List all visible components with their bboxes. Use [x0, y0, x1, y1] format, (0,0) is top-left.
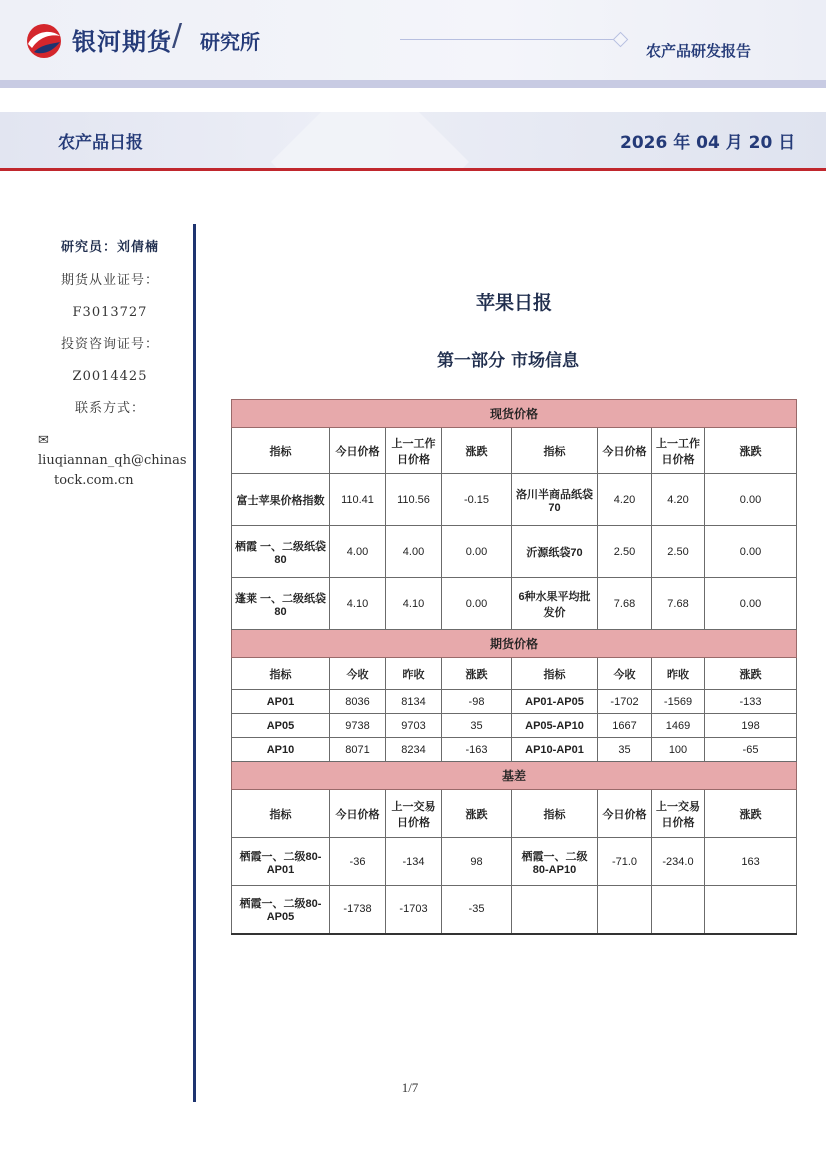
contact-email[interactable] — [30, 431, 190, 491]
table-header-cell: 今日价格 — [330, 428, 386, 474]
galaxy-logo-icon — [24, 22, 64, 60]
consult-label: 投资咨询证号： — [60, 337, 159, 352]
table-cell: 8234 — [386, 738, 442, 762]
basis-section-title: 基差 — [232, 762, 797, 790]
table-cell: 2.50 — [652, 526, 705, 578]
table-header-cell: 今收 — [330, 658, 386, 690]
table-cell: AP01 — [232, 690, 330, 714]
table-cell: 0.00 — [442, 526, 512, 578]
sidebar-divider — [193, 224, 196, 1102]
table-cell: 沂源纸袋70 — [512, 526, 598, 578]
table-cell: 98 — [442, 838, 512, 886]
institute-name: 研究所 — [200, 30, 260, 54]
table-header-cell: 指标 — [512, 658, 598, 690]
consult-number: Z0014425 — [72, 369, 148, 384]
table-cell: 35 — [598, 738, 652, 762]
table-header-cell: 上一工作日价格 — [386, 428, 442, 474]
table-cell: -1703 — [386, 886, 442, 934]
table-cell: 洛川半商品纸袋70 — [512, 474, 598, 526]
table-cell: 4.10 — [386, 578, 442, 630]
spot-column-headers — [232, 428, 797, 474]
license-label: 期货从业证号： — [60, 273, 159, 288]
table-cell: 6种水果平均批发价 — [512, 578, 598, 630]
table-cell: 0.00 — [705, 526, 797, 578]
table-cell: AP01-AP05 — [512, 690, 598, 714]
table-header-cell: 指标 — [512, 428, 598, 474]
table-header-cell: 指标 — [232, 428, 330, 474]
table-header-cell: 上一交易日价格 — [652, 790, 705, 838]
table-cell: AP05-AP10 — [512, 714, 598, 738]
report-date: 2026 年 04 月 20 日 — [620, 133, 796, 153]
title-band-underline — [0, 168, 826, 171]
table-header-cell: 指标 — [232, 658, 330, 690]
email-part-2: tock.com.cn — [54, 473, 134, 488]
table-cell: -65 — [705, 738, 797, 762]
table-cell: 9703 — [386, 714, 442, 738]
table-header-cell: 今日价格 — [598, 790, 652, 838]
table-row — [232, 690, 797, 714]
table-cell: 4.00 — [330, 526, 386, 578]
table-row — [232, 578, 797, 630]
table-cell: 7.68 — [652, 578, 705, 630]
table-cell: 110.41 — [330, 474, 386, 526]
table-cell: 4.20 — [598, 474, 652, 526]
table-cell — [652, 886, 705, 934]
spot-section-header — [232, 400, 797, 428]
table-row — [232, 738, 797, 762]
table-cell: 富士苹果价格指数 — [232, 474, 330, 526]
table-row — [232, 714, 797, 738]
table-cell: -134 — [386, 838, 442, 886]
researcher-name: 研究员：刘倩楠 — [60, 240, 159, 255]
table-cell: 8134 — [386, 690, 442, 714]
table-header-cell: 涨跌 — [705, 790, 797, 838]
mail-icon: ✉ — [38, 433, 49, 448]
brand-divider: / — [172, 18, 183, 53]
table-cell: AP05 — [232, 714, 330, 738]
table-cell: 栖霞一、二级80-AP01 — [232, 838, 330, 886]
table-cell: 蓬莱 一、二级纸袋 80 — [232, 578, 330, 630]
market-info-table — [231, 399, 797, 935]
document-title: 苹果日报 — [475, 292, 552, 314]
table-cell: 198 — [705, 714, 797, 738]
table-cell: 8071 — [330, 738, 386, 762]
table-header-cell: 昨收 — [386, 658, 442, 690]
table-cell: 8036 — [330, 690, 386, 714]
table-cell: 9738 — [330, 714, 386, 738]
table-cell: 栖霞一、二级80-AP10 — [512, 838, 598, 886]
table-cell: 110.56 — [386, 474, 442, 526]
header-deco-line — [400, 39, 622, 40]
basis-column-headers — [232, 790, 797, 838]
futures-section-header — [232, 630, 797, 658]
table-cell: -98 — [442, 690, 512, 714]
header-stripe — [0, 80, 826, 88]
table-cell: -133 — [705, 690, 797, 714]
table-cell: 2.50 — [598, 526, 652, 578]
license-number: F3013727 — [72, 305, 148, 320]
table-cell: -0.15 — [442, 474, 512, 526]
table-cell: -36 — [330, 838, 386, 886]
table-cell: 4.00 — [386, 526, 442, 578]
table-header-cell: 今日价格 — [598, 428, 652, 474]
table-cell: 100 — [652, 738, 705, 762]
table-cell: -1702 — [598, 690, 652, 714]
futures-column-headers — [232, 658, 797, 690]
table-header-cell: 上一交易日价格 — [386, 790, 442, 838]
table-cell: AP10 — [232, 738, 330, 762]
table-cell: 栖霞 一、二级纸袋 80 — [232, 526, 330, 578]
futures-section-title: 期货价格 — [232, 630, 797, 658]
table-row — [232, 838, 797, 886]
author-sidebar — [30, 238, 190, 504]
table-cell: -35 — [442, 886, 512, 934]
table-header-cell: 涨跌 — [442, 428, 512, 474]
table-cell: -163 — [442, 738, 512, 762]
section-heading: 第一部分 市场信息 — [437, 351, 579, 371]
table-header-cell: 上一工作日价格 — [652, 428, 705, 474]
page-number: 1/7 — [401, 1080, 419, 1095]
table-header-cell: 昨收 — [652, 658, 705, 690]
table-cell: 35 — [442, 714, 512, 738]
table-cell: 0.00 — [705, 474, 797, 526]
table-header-cell: 今日价格 — [330, 790, 386, 838]
table-row — [232, 886, 797, 934]
table-cell: 栖霞一、二级80-AP05 — [232, 886, 330, 934]
table-cell: 0.00 — [705, 578, 797, 630]
table-cell: 163 — [705, 838, 797, 886]
table-cell: AP10-AP01 — [512, 738, 598, 762]
table-header-cell: 指标 — [512, 790, 598, 838]
basis-section-header — [232, 762, 797, 790]
table-header-cell: 涨跌 — [442, 658, 512, 690]
table-header-cell: 今收 — [598, 658, 652, 690]
table-cell: -71.0 — [598, 838, 652, 886]
table-header-cell: 指标 — [232, 790, 330, 838]
table-cell — [512, 886, 598, 934]
table-header-cell: 涨跌 — [705, 658, 797, 690]
report-category: 农产品研发报告 — [646, 42, 752, 60]
table-row — [232, 474, 797, 526]
brand-name: 银河期货 — [72, 28, 172, 56]
table-row — [232, 526, 797, 578]
table-cell: 4.10 — [330, 578, 386, 630]
table-cell: 7.68 — [598, 578, 652, 630]
table-cell — [705, 886, 797, 934]
table-cell: 1667 — [598, 714, 652, 738]
table-header-cell: 涨跌 — [442, 790, 512, 838]
table-cell: 0.00 — [442, 578, 512, 630]
table-cell: -1569 — [652, 690, 705, 714]
table-header-cell: 涨跌 — [705, 428, 797, 474]
report-title: 农产品日报 — [58, 133, 143, 153]
email-part-1: liuqiannan_qh@chinas — [38, 453, 187, 468]
table-cell — [598, 886, 652, 934]
table-cell: 1469 — [652, 714, 705, 738]
contact-label: 联系方式： — [74, 401, 145, 416]
table-cell: 4.20 — [652, 474, 705, 526]
table-cell: -1738 — [330, 886, 386, 934]
table-cell: -234.0 — [652, 838, 705, 886]
spot-section-title: 现货价格 — [232, 400, 797, 428]
